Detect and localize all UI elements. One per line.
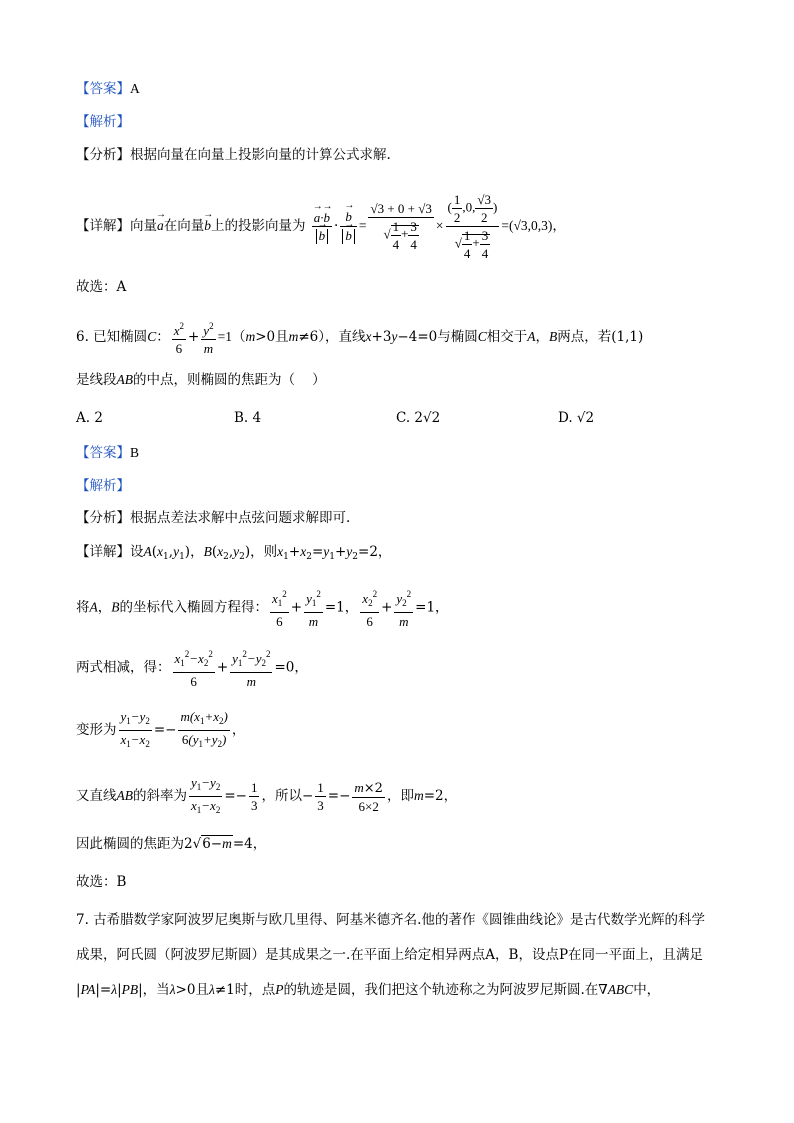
q5-conclusion: 故选：A — [76, 279, 127, 295]
fenxi-tag: 【分析】 — [76, 147, 130, 163]
option-d: D. √2 — [558, 410, 595, 426]
analysis-tag: 【解析】 — [76, 478, 130, 494]
fenxi-text: 根据点差法求解中点弦问题求解即可. — [130, 510, 351, 526]
detail-tag: 【详解】 — [76, 218, 130, 234]
option-b: B. 4 — [234, 410, 262, 426]
q5-fenxi-line — [76, 145, 391, 165]
q6-step-6: 因此椭圆的焦距为2√6−m=4， — [76, 836, 267, 852]
q7-line-1 — [76, 910, 705, 930]
option-c: C. 2√2 — [396, 410, 441, 426]
fenxi-text: 根据向量在向量上投影向量的计算公式求解. — [130, 147, 391, 163]
q7-line-3: |PA|=λ|PB|，当λ>0且λ≠1时，点P的轨迹是圆，我们把这个轨迹称之为阿波罗尼斯圆.在∇ABC中， — [76, 982, 661, 998]
answer-value: B — [130, 445, 140, 460]
q5-answer-line — [76, 79, 140, 99]
q7-line-2: 成果，阿氏圆（阿波罗尼斯圆）是其成果之一.在平面上给定相异两点A，B，设点P在同一平面上，且满足 — [76, 947, 704, 963]
q7-text-1: 古希腊数学家阿波罗尼奥斯与欧几里得、阿基米德齐名.他的著作《圆锥曲线论》是古代数学光辉的科学 — [93, 912, 705, 928]
detail-tag: 【详解】 — [76, 544, 130, 560]
q6-step-3: 两式相减，得： $\frac{x_1^2-x_2^2}{6}$ + $\frac{y_1^2-y_2^2}{m}$ =0， — [76, 646, 308, 690]
q6-answer-line — [76, 443, 139, 463]
answer-tag: 【答案】 — [76, 81, 130, 97]
q6-step-5: 又直线AB的斜率为 $\frac{y_1-y_2}{x_1-x_2}$ =− $\frac{1}{3}$ ，所以− $\frac{1}{3}$ =− $\frac{m\times 2}{6\times 2}$ ，即m=2， — [76, 775, 458, 815]
answer-tag: 【答案】 — [76, 445, 130, 461]
q5-analysis-tag — [76, 112, 130, 132]
q6-step-4: 变形为 $\frac{y_1-y_2}{x_1-x_2}$ =− $\frac{m(x_1+x_2)}{6(y_1+y_2)}$ ， — [76, 709, 246, 749]
detail-text: 向量→ a在向量→ b上的投影向量为 — [130, 218, 306, 234]
fenxi-tag: 【分析】 — [76, 510, 130, 526]
q6-stem-line-1: 6. 已知椭圆C： $\frac{x^2}{6}$ + $\frac{y^2}{m}$ =1（m>0且m≠6），直线x+3y−4=0与椭圆C相交于A，B两点，若(1,1) — [76, 318, 643, 357]
question-number: 7. — [76, 912, 89, 928]
analysis-tag: 【解析】 — [76, 114, 130, 130]
q6-stem-line-2: 是线段AB的中点，则椭圆的焦距为（ ） — [76, 372, 326, 388]
projection-formula: → a·→ b → b · → b → b = √3 + 0 + √3 √ $\frac{1}{4}$ + $\frac{3}{4}$ × ( $\frac{1}{2}$ ,0, $\frac{√3}{2}$ ) √ $\frac{1}{4}$ + $\frac{3}{4}$ =(√3,0,3)， — [310, 191, 566, 262]
q6-step-2: 将A，B的坐标代入椭圆方程得： $\frac{x_1^2}{6}$ + $\frac{y_1^2}{m}$ =1， $\frac{x_2^2}{6}$ + $\frac{y_2^2}{m}$ =1， — [76, 586, 449, 630]
question-number: 6. — [76, 329, 89, 345]
option-a: A. 2 — [76, 410, 103, 426]
q6-step-1: 【详解】设$A(x_1,y_1)$，$B(x_2,y_2)$，则$x_1+x_2=y_1+y_2=2$， — [76, 544, 392, 562]
q6-conclusion: 故选：B — [76, 874, 127, 890]
q5-detail-line — [76, 176, 566, 276]
q6-analysis-tag — [76, 476, 130, 496]
q6-fenxi-line — [76, 508, 350, 528]
answer-value: A — [130, 81, 140, 96]
